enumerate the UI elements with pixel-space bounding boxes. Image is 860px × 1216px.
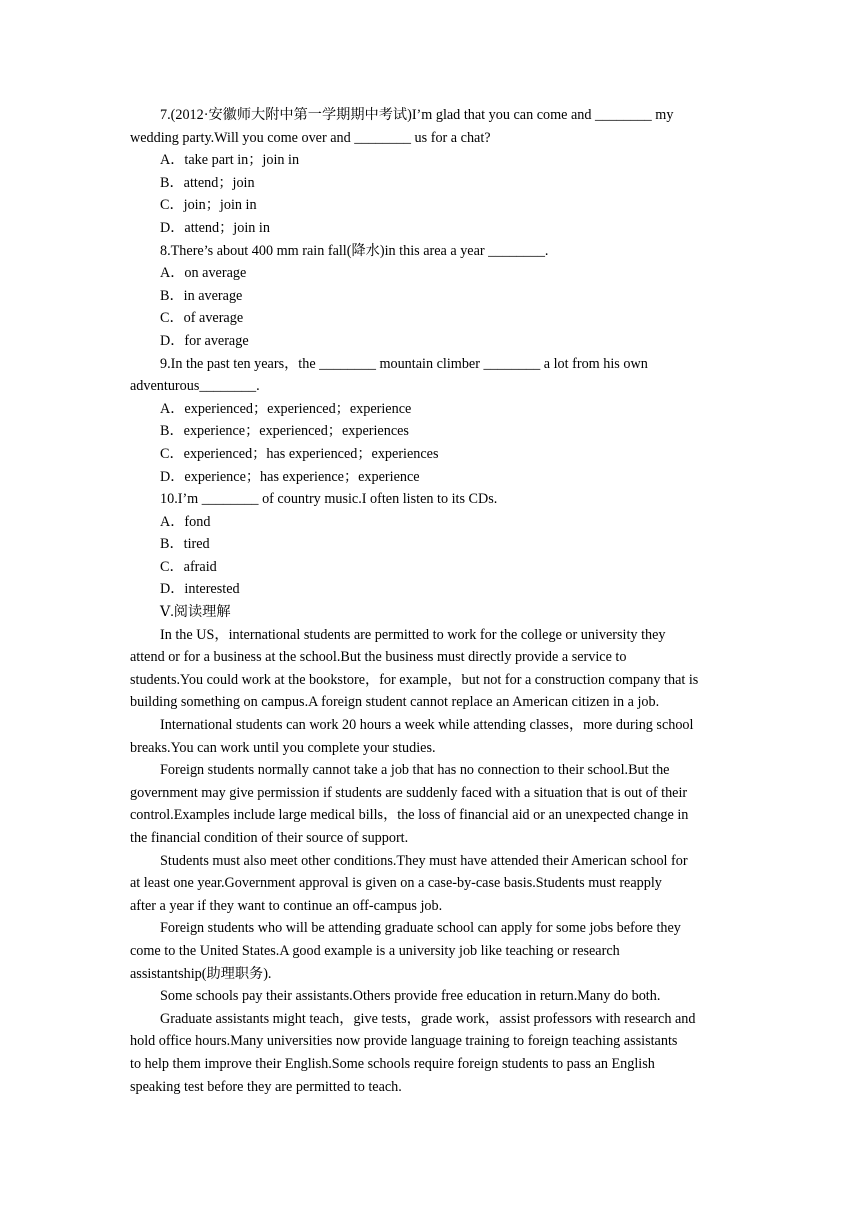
paragraph-line: speaking test before they are permitted to teach. — [130, 1078, 402, 1095]
paragraph-4 — [130, 850, 734, 918]
option-b: B．in average — [160, 287, 243, 304]
question-stem-line: I’m ________ of country music.I often listen to its CDs. — [177, 491, 498, 508]
option-b: B．attend；join — [160, 174, 255, 191]
paragraph-5 — [130, 917, 734, 985]
paragraph-line: building something on campus.A foreign student cannot replace an American citizen in a job. — [130, 694, 660, 711]
paragraph-3 — [130, 759, 734, 849]
reading-passage — [130, 624, 734, 1098]
paragraph-line: government may give permission if students are suddenly faced with a situation that is out of their — [130, 784, 688, 801]
paragraph-1 — [130, 624, 734, 714]
option-a: A．on average — [160, 265, 247, 282]
option-a: A．experienced；experienced；experience — [160, 400, 412, 417]
question-number: 10. — [160, 491, 178, 508]
paragraph-line: control.Examples include large medical bills，the loss of financial aid or an unexpected change in — [130, 807, 689, 824]
document-page — [130, 104, 734, 1098]
question-number: 7. — [160, 107, 171, 123]
paragraph-line: assistantship(助理职务). — [130, 965, 272, 982]
option-c: C．of average — [160, 310, 244, 327]
paragraph-line: Graduate assistants might teach，give tests，grade work，assist professors with research and — [160, 1010, 696, 1027]
paragraph-line: students.You could work at the bookstore，for example，but not for a construction company that is — [130, 671, 699, 688]
option-a: A．take part in；join in — [160, 152, 300, 169]
paragraph-line: to help them improve their English.Some schools require foreign students to pass an English — [130, 1055, 655, 1072]
paragraph-2 — [130, 714, 734, 759]
paragraph-line: come to the United States.A good example is a university job like teaching or research — [130, 942, 620, 959]
question-stem-line: In the past ten years，the ________ mountain climber ________ a lot from his own — [170, 355, 648, 372]
option-c: C．afraid — [160, 558, 217, 575]
paragraph-line: the financial condition of their source of support. — [130, 830, 409, 846]
paragraph-line: In the US，international students are permitted to work for the college or university they — [160, 626, 666, 643]
option-d: D．experience；has experience；experience — [160, 468, 420, 485]
option-d: D．attend；join in — [160, 219, 270, 236]
paragraph-line: attend or for a business at the school.But the business must directly provide a service to — [130, 649, 627, 666]
paragraph-line: at least one year.Government approval is given on a case-by-case basis.Students must reapply — [130, 875, 662, 892]
paragraph-line: breaks.You can work until you complete your studies. — [130, 739, 436, 756]
paragraph-line: Foreign students who will be attending graduate school can apply for some jobs before they — [160, 920, 681, 937]
paragraph-line: after a year if they want to continue an off-campus job. — [130, 897, 443, 914]
paragraph-line: International students can work 20 hours a week while attending classes，more during school — [160, 717, 694, 734]
question-number: 9. — [160, 355, 171, 372]
option-c: C．experienced；has experienced；experiences — [160, 445, 439, 462]
question-stem-line: adventurous________. — [130, 378, 260, 395]
option-c: C．join；join in — [160, 197, 257, 214]
paragraph-line: Foreign students normally cannot take a job that has no connection to their school.But the — [160, 762, 670, 779]
question-stem-line: wedding party.Will you come over and ________ us for a chat? — [130, 129, 491, 146]
question-7 — [130, 104, 734, 240]
paragraph-line: Some schools pay their assistants.Others provide free education in return.Many do both. — [160, 988, 661, 1005]
paragraph-6 — [130, 985, 734, 1008]
option-d: D．interested — [160, 581, 240, 598]
section-title: Ⅴ.阅读理解 — [160, 604, 231, 621]
question-8 — [130, 240, 734, 353]
question-stem-line: (2012·安徽师大附中第一学期期中考试)I’m glad that you can come and ________ my — [170, 107, 674, 123]
question-stem-line: There’s about 400 mm rain fall(降水)in this area a year ________. — [170, 242, 549, 259]
question-10 — [130, 488, 734, 601]
option-d: D．for average — [160, 332, 249, 349]
question-number: 8. — [160, 242, 171, 259]
option-b: B．tired — [160, 536, 210, 553]
question-9 — [130, 353, 734, 489]
paragraph-line: hold office hours.Many universities now provide language training to foreign teaching assistants — [130, 1033, 678, 1050]
option-a: A．fond — [160, 513, 211, 530]
option-b: B．experience；experienced；experiences — [160, 423, 409, 440]
paragraph-line: Students must also meet other conditions.They must have attended their American school for — [160, 852, 688, 869]
paragraph-7 — [130, 1008, 734, 1098]
